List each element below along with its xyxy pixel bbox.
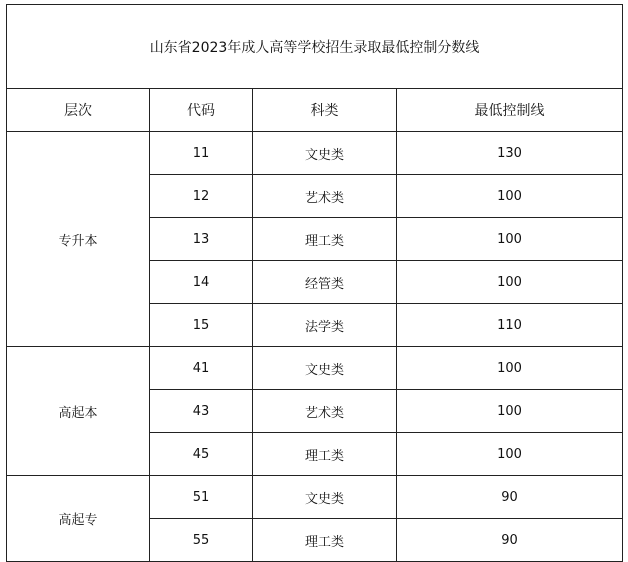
level-cell: 高起本: [7, 347, 150, 476]
code-cell: 13: [150, 218, 253, 261]
code-cell: 43: [150, 390, 253, 433]
code-cell: 45: [150, 433, 253, 476]
score-cell: 110: [397, 304, 623, 347]
table-title: 山东省2023年成人高等学校招生录取最低控制分数线: [7, 5, 623, 89]
subject-cell: 文史类: [253, 476, 397, 519]
table-row: [7, 347, 623, 390]
subject-cell: 艺术类: [253, 390, 397, 433]
score-cell: 100: [397, 218, 623, 261]
table-row: [7, 132, 623, 175]
score-cell: 100: [397, 175, 623, 218]
level-cell: 高起专: [7, 476, 150, 562]
score-cell: 100: [397, 261, 623, 304]
code-cell: 51: [150, 476, 253, 519]
table-row: [7, 476, 623, 519]
subject-cell: 文史类: [253, 347, 397, 390]
score-cell: 90: [397, 519, 623, 562]
subject-cell: 文史类: [253, 132, 397, 175]
score-cell: 100: [397, 390, 623, 433]
score-cell: 100: [397, 433, 623, 476]
header-level: 层次: [7, 89, 150, 132]
header-row: [7, 89, 623, 132]
subject-cell: 法学类: [253, 304, 397, 347]
score-table: [6, 4, 623, 562]
header-code: 代码: [150, 89, 253, 132]
subject-cell: 经管类: [253, 261, 397, 304]
subject-cell: 理工类: [253, 519, 397, 562]
score-cell: 90: [397, 476, 623, 519]
code-cell: 11: [150, 132, 253, 175]
header-score: 最低控制线: [397, 89, 623, 132]
header-subject: 科类: [253, 89, 397, 132]
code-cell: 12: [150, 175, 253, 218]
code-cell: 14: [150, 261, 253, 304]
code-cell: 55: [150, 519, 253, 562]
subject-cell: 艺术类: [253, 175, 397, 218]
subject-cell: 理工类: [253, 218, 397, 261]
code-cell: 15: [150, 304, 253, 347]
code-cell: 41: [150, 347, 253, 390]
score-cell: 100: [397, 347, 623, 390]
level-cell: 专升本: [7, 132, 150, 347]
subject-cell: 理工类: [253, 433, 397, 476]
score-cell: 130: [397, 132, 623, 175]
